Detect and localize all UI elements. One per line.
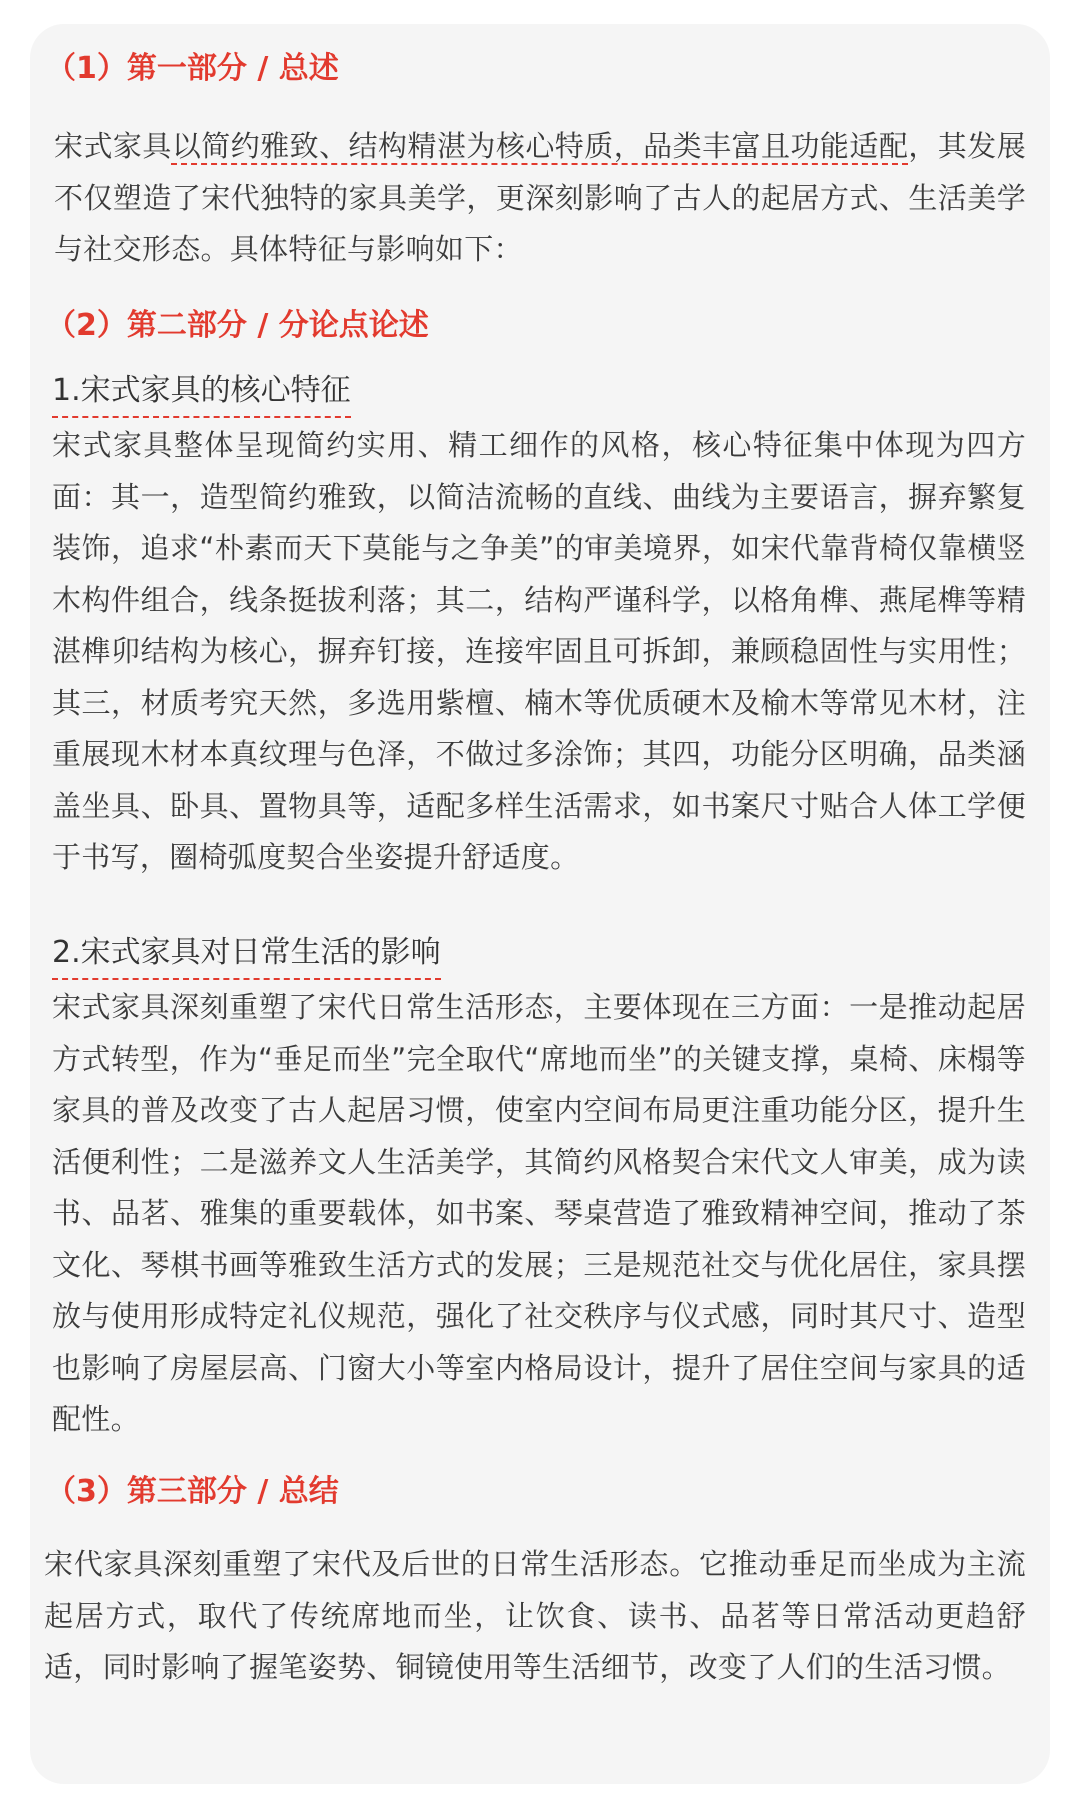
overview-paragraph — [54, 121, 1026, 276]
point1-paragraph: 宋式家具整体呈现简约实用、精工细作的风格，核心特征集中体现为四方面：其一，造型简约雅致，以简洁流畅的直线、曲线为主要语言，摒弃繁复装饰，追求“朴素而天下莫能与之争美”的审美境界，如宋代靠背椅仅靠横竖木构件组合，线条挺拔利落；其二，结构严谨科学，以格角榫、燕尾榫等精湛榫卯结构为核心，摒弃钉接，连接牢固且可拆卸，兼顾稳固性与实用性；其三，材质考究天然，多选用紫檀、楠木等优质硬木及榆木等常见木材，注重展现木材本真纹理与色泽，不做过多涂饰；其四，功能分区明确，品类涵盖坐具、卧具、置物具等，适配多样生活需求，如书案尺寸贴合人体工学便于书写，圈椅弧度契合坐姿提升舒适度。 — [52, 428, 1026, 874]
overview-suffix: ，其发展不仅塑造了宋代独特的家具美学，更深刻影响了古人的起居方式、生活美学与社交形态。具体特征与影响如下： — [54, 129, 1026, 266]
point1-title: 1.宋式家具的核心特征 — [52, 370, 351, 418]
summary-paragraph: 宋代家具深刻重塑了宋代及后世的日常生活形态。它推动垂足而坐成为主流起居方式，取代了传统席地而坐，让饮食、读书、品茗等日常活动更趋舒适，同时影响了握笔姿势、铜镜使用等生活细节，改变了人们的生活习惯。 — [44, 1547, 1026, 1684]
overview-prefix: 宋式家具 — [54, 129, 172, 163]
point2-title: 2.宋式家具对日常生活的影响 — [52, 932, 441, 980]
point2-paragraph: 宋式家具深刻重塑了宋代日常生活形态，主要体现在三方面：一是推动起居方式转型，作为“垂足而坐”完全取代“席地而坐”的关键支撑，桌椅、床榻等家具的普及改变了古人起居习惯，使室内空间布局更注重功能分区，提升生活便利性；二是滋养文人生活美学，其简约风格契合宋代文人审美，成为读书、品茗、雅集的重要载体，如书案、琴桌营造了雅致精神空间，推动了茶文化、琴棋书画等雅致生活方式的发展；三是规范社交与优化居住，家具摆放与使用形成特定礼仪规范，强化了社交秩序与仪式感，同时其尺寸、造型也影响了房屋层高、门窗大小等室内格局设计，提升了居住空间与家具的适配性。 — [52, 990, 1026, 1436]
overview-highlight: 以简约雅致、结构精湛为核心特质，品类丰富且功能适配 — [171, 129, 909, 163]
section-heading-overview: （1）第一部分 / 总述 — [46, 51, 339, 86]
section-heading-arguments: （2）第二部分 / 分论点论述 — [46, 308, 429, 343]
section-heading-summary: （3）第三部分 / 总结 — [46, 1474, 339, 1509]
content-card — [30, 24, 1050, 1784]
